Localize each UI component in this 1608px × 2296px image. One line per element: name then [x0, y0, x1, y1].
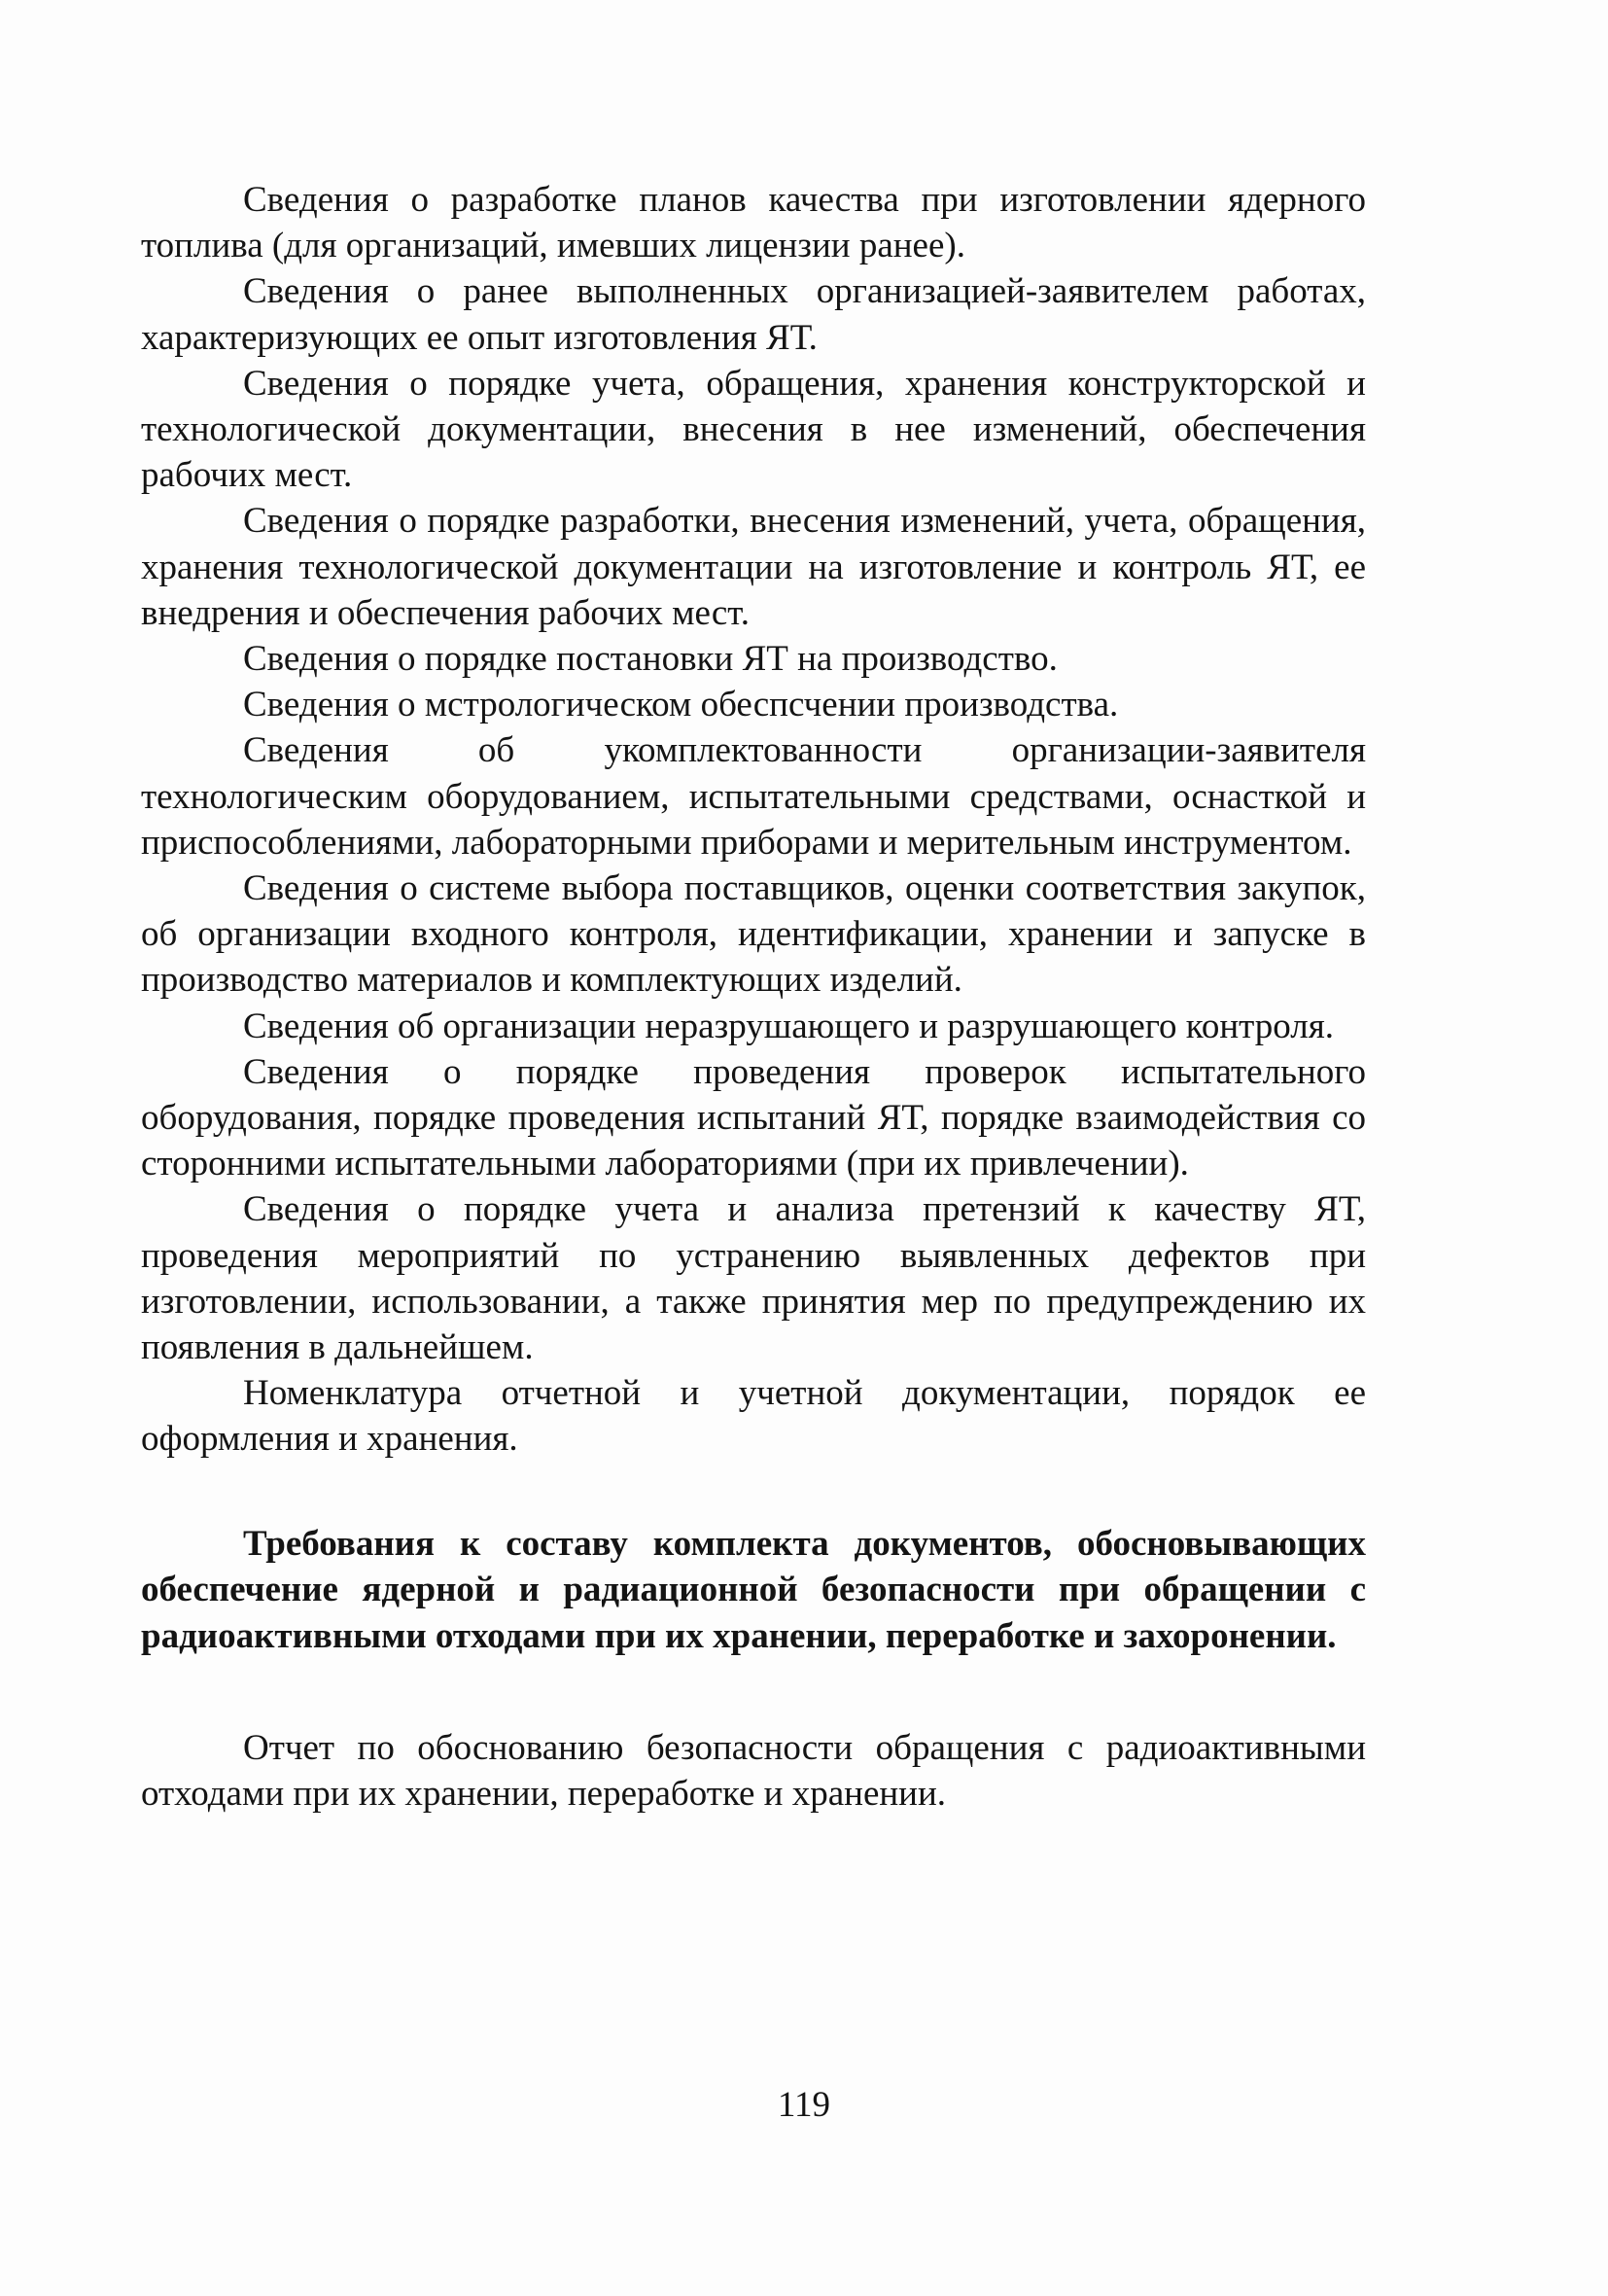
paragraph-claims-analysis: Сведения о порядке учета и анализа претензий к качеству ЯТ, проведения мероприятий по устранению выявленных дефектов при изготовлении, использовании, а также принятия мер по предупреждению их появления в дальнейшем.: [141, 1189, 1366, 1368]
paragraph-equipment: Сведения об укомплектованности организации-заявителя технологическим оборудованием, испытательными средствами, оснасткой и приспособлениями, лабораторными приборами и мерительным инструментом.: [141, 730, 1366, 863]
paragraph-quality-plans: Сведения о разработке планов качества при изготовлении ядерного топлива (для организаций, имевших лицензии ранее).: [141, 180, 1366, 266]
paragraph-testing-control: Сведения об организации неразрушающего и разрушающего контроля.: [243, 1006, 1335, 1046]
paragraph-design-documentation: Сведения о порядке учета, обращения, хранения конструкторской и технологической документации, внесения в нее изменений, обеспечения рабочих мест.: [141, 363, 1366, 496]
section-heading: Требования к составу комплекта документов, обосновывающих обеспечение ядерной и радиационной безопасности при обращении с радиоактивными отходами при их хранении, переработке и захоронении.: [141, 1523, 1366, 1656]
paragraph-metrology: Сведения о мстрологическом обеспсчении производства.: [243, 685, 1119, 725]
paragraph-test-equipment: Сведения о порядке проведения проверок испытательного оборудования, порядке проведения испытаний ЯТ, порядке взаимодействия со сторонними испытательными лабораториями (при их привлечении).: [141, 1051, 1366, 1184]
paragraph-previous-work: Сведения о ранее выполненных организацией-заявителем работах, характеризующих ее опыт изготовления ЯТ.: [141, 271, 1366, 358]
paragraph-safety-report: Отчет по обоснованию безопасности обращения с радиоактивными отходами при их хранении, переработке и хранении.: [141, 1728, 1366, 1815]
paragraph-nomenclature: Номенклатура отчетной и учетной документации, порядок ее оформления и хранения.: [141, 1373, 1366, 1460]
page-number: 119: [777, 2085, 831, 2125]
page-body: [141, 177, 1366, 1818]
paragraph-production-launch: Сведения о порядке постановки ЯТ на производство.: [243, 639, 1058, 680]
paragraph-technological-documentation: Сведения о порядке разработки, внесения изменений, учета, обращения, хранения технологической документации на изготовление и контроль ЯТ, ее внедрения и обеспечения рабочих мест.: [141, 501, 1366, 633]
paragraph-suppliers: Сведения о системе выбора поставщиков, оценки соответствия закупок, об организации входного контроля, идентификации, хранении и запуске в производство материалов и комплектующих изделий.: [141, 868, 1366, 1001]
